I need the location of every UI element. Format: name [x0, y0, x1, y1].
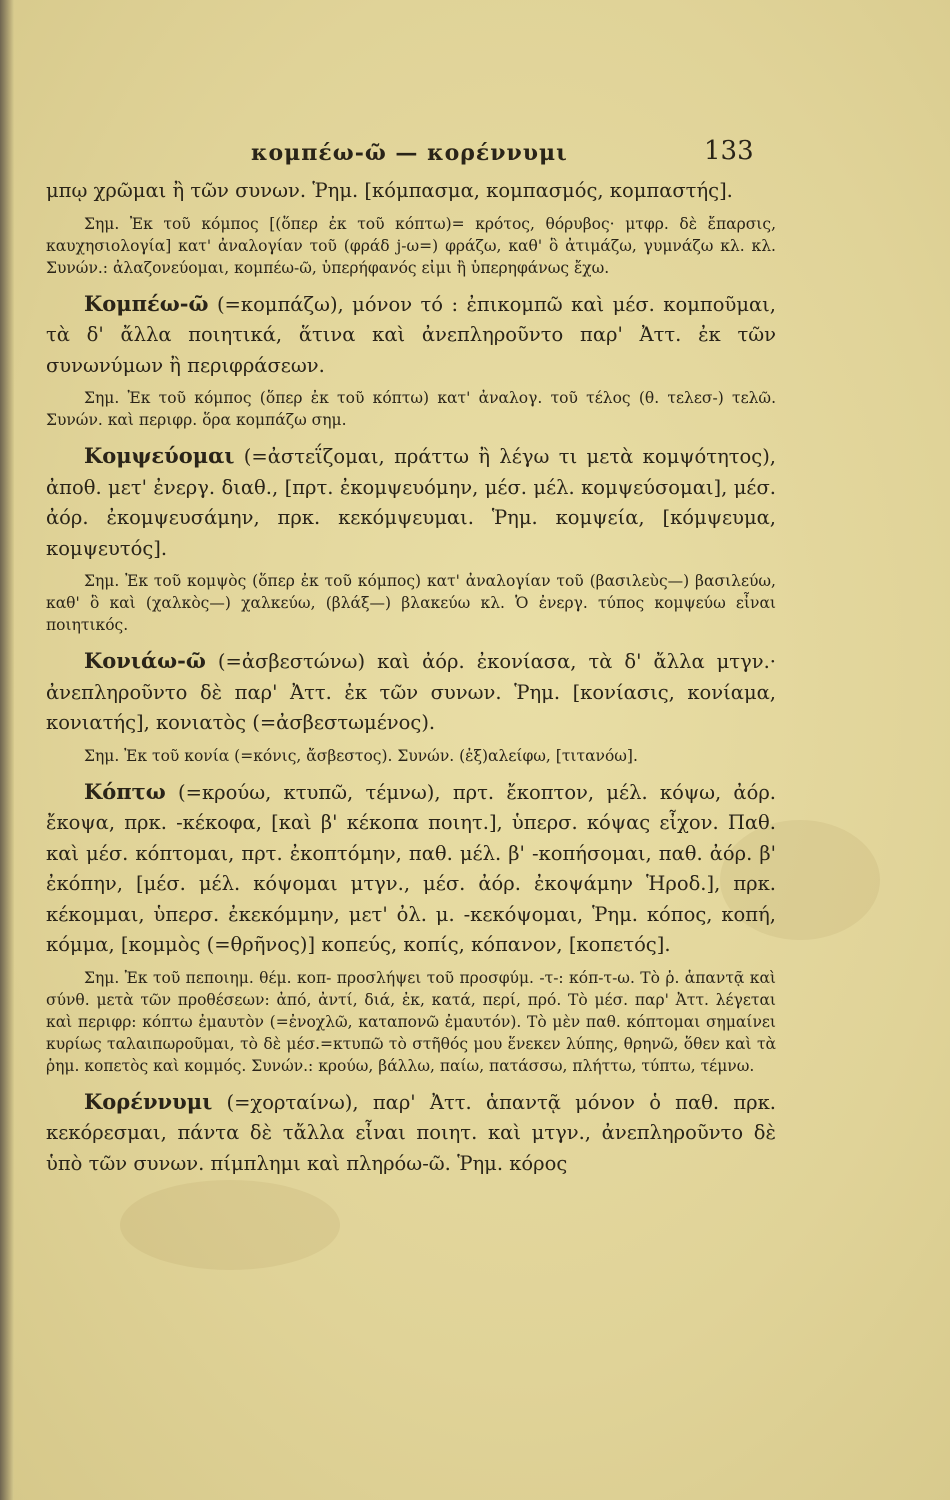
entry-body: (=χορταίνω), παρ' Ἀττ. ἁπαντᾷ μόνον ὁ παθ. πρκ. κεκόρεσμαι, πάντα δὲ τἄλλα εἶναι ποιητ. καὶ μτγν., ἀνεπληροῦντο δὲ ὑπὸ τῶν συνων. πίμπλημι καὶ πληρόω-ῶ. Ῥημ. κόρος	[46, 1090, 776, 1175]
entry-lemma: Κομπέω-ῶ	[84, 290, 209, 316]
page-number: 133	[704, 136, 754, 166]
running-head-title: κομπέω-ῶ — κορέννυμι	[251, 140, 568, 166]
entry-body: (=ἀστεΐζομαι, πράττω ἢ λέγω τι μετὰ κομψότητος), ἀποθ. μετ' ἐνεργ. διαθ., [πρτ. ἐκομψευόμην, μέσ. μέλ. κομψεύσομαι], μέσ. ἀόρ. ἐκομψευσάμην, πρκ. κεκόμψευμαι. Ῥημ. κομψεία, [κόμψευμα, κομψευτός].	[46, 445, 777, 560]
entry-koniao	[46, 646, 776, 767]
entry-body: (=κομπάζω), μόνον τό : ἐπικομπῶ καὶ μέσ. κομποῦμαι, τὰ δ' ἄλλα ποιητικά, ἅτινα καὶ ἀνεπληροῦντο παρ' Ἀττ. ἐκ τῶν συνωνύμων ἢ περιφράσεων.	[46, 292, 777, 377]
page-text	[46, 130, 776, 1183]
continued-paragraph: μπῳ χρῶμαι ἢ τῶν συνων. Ῥημ. [κόμπασμα, κομπασμός, κομπαστής].	[46, 179, 733, 202]
running-head	[46, 130, 776, 176]
entry-lemma: Κόπτω	[84, 778, 166, 804]
page-binding-edge	[0, 0, 14, 1500]
entry-note: Σημ. Ἐκ τοῦ κονία (=κόνις, ἄσβεστος). Συνών. (ἐξ)αλείφω, [τιτανόω].	[84, 746, 638, 765]
note-paragraph: Σημ. Ἐκ τοῦ κόμπος [(ὅπερ ἐκ τοῦ κόπτω)= κρότος, θόρυβος· μτφρ. δὲ ἔπαρσις, καυχησιολογία] κατ' ἀναλογίαν τοῦ (φράδ j-ω=) φράζω, καθ' ὃ ἀτιμάζω, γυμνάζω κλ. κλ. Συνών.: ἀλαζονεύομαι, κομπέω-ῶ, ὑπερήφανός εἰμι ἢ ὑπερηφάνως ἔχω.	[46, 214, 776, 277]
entry-lemma: Κορέννυμι	[84, 1088, 213, 1114]
entry-korennymi	[46, 1087, 776, 1180]
entry-lemma: Κομψεύομαι	[84, 443, 235, 468]
entry-body: (=κρούω, κτυπῶ, τέμνω), πρτ. ἔκοπτον, μέλ. κόψω, ἀόρ. ἔκοψα, πρκ. -κέκοφα, [καὶ β' κέκοπα ποιητ.], ὑπερσ. κόψας εἶχον. Παθ. καὶ μέσ. κόπτομαι, πρτ. ἐκοπτόμην, παθ. μέλ. β' -κοπήσομαι, παθ. ἀόρ. β' ἐκόπην, [μέσ. μέλ. κόψομαι μτγν., μέσ. ἀόρ. ἐκοψάμην Ἡροδ.], πρκ. κέκομμαι, ὑπερσ. ἐκεκόμμην, μετ' ὀλ. μ. -κεκόψομαι, Ῥημ. κόπος, κοπή, κόμμα, [κομμὸς (=θρῆνος)] κοπεύς, κοπίς, κόπανον, [κοπετός].	[46, 780, 777, 956]
entry-body: (=ἀσβεστώνω) καὶ ἀόρ. ἐκονίασα, τὰ δ' ἄλλα μτγν.· ἀνεπληροῦντο δὲ παρ' Ἀττ. ἐκ τῶν συνων. Ῥημ. [κονίασις, κονίαμα, κονιατής], κονιατὸς (=ἀσβεστωμένος).	[46, 650, 777, 734]
entry-note: Σημ. Ἐκ τοῦ κομψὸς (ὅπερ ἐκ τοῦ κόμπος) κατ' ἀναλογίαν τοῦ (βασιλεὺς—) βασιλεύω, καθ' ὃ καὶ (χαλκὸς—) χαλκεύω, (βλάξ—) βλακεύω κλ. Ὁ ἐνεργ. τύπος κομψεύω εἶναι ποιητικός.	[46, 572, 776, 634]
entry-lemma: Κονιάω-ῶ	[84, 648, 206, 673]
entry-kompeo	[46, 289, 776, 432]
paper-stain	[120, 1180, 340, 1270]
entry-kompseuomai	[46, 441, 776, 636]
entry-note: Σημ. Ἐκ τοῦ πεποιημ. θέμ. κοπ- προσλήψει τοῦ προσφύμ. -τ-: κόπ-τ-ω. Τὸ ῥ. ἁπαντᾷ καὶ σύνθ. μετὰ τῶν προθέσεων: ἀπό, ἀντί, διά, ἐκ, κατά, περί, πρό. Τὸ μέσ. παρ' Ἀττ. λέγεται καὶ περιφρ: κόπτω ἐμαυτὸν (=ἐνοχλῶ, καταπονῶ ἐμαυτόν). Τὸ μὲν παθ. κόπτομαι σημαίνει κυρίως ταλαιπωροῦμαι, τὸ δὲ μέσ.=κτυπῶ τὸ στῆθός μου ἕνεκεν λύπης, θρηνῶ, ὅθεν καὶ τὰ ῥημ. κοπετὸς καὶ κομμός. Συνών.: κρούω, βάλλω, παίω, πατάσσω, πλήττω, τύπτω, τέμνω.	[46, 968, 776, 1075]
entry-kopto	[46, 777, 776, 1077]
entry-note: Σημ. Ἐκ τοῦ κόμπος (ὅπερ ἐκ τοῦ κόπτω) κατ' ἀναλογ. τοῦ τέλος (θ. τελεσ-) τελῶ. Συνών. καὶ περιφρ. ὅρα κομπάζω σημ.	[46, 389, 776, 429]
